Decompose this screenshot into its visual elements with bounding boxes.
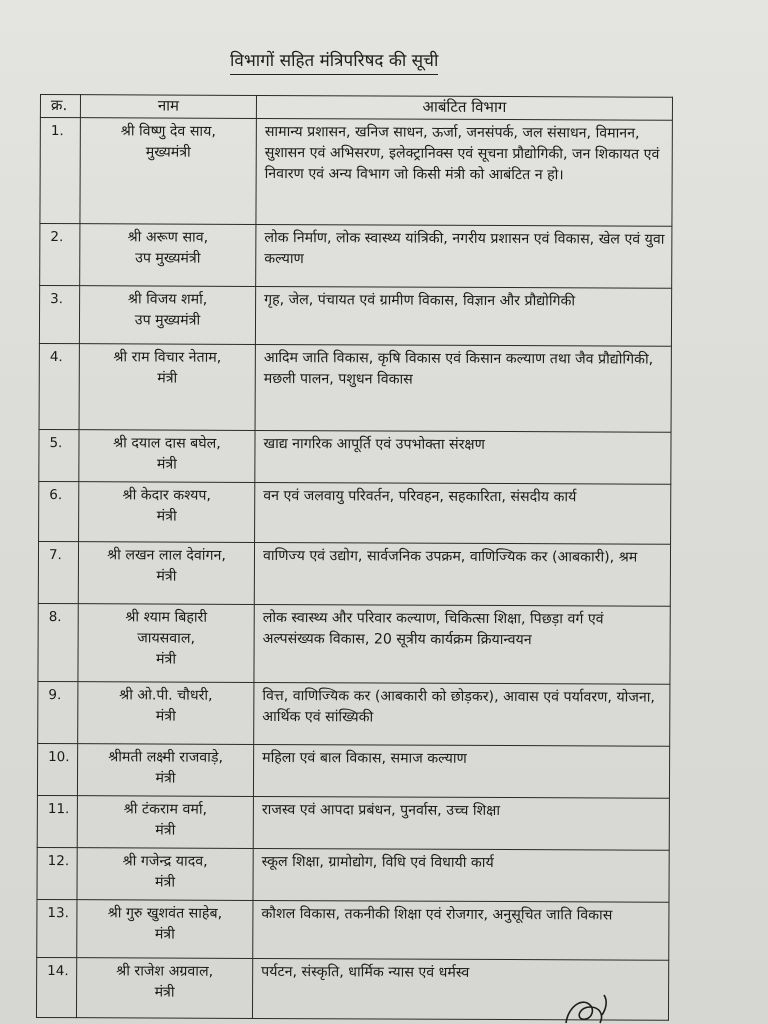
- allotted-departments: वित्त, वाणिज्यिक कर (आबकारी को छोड़कर), आवास एवं पर्यावरण, योजना, आर्थिक एवं सांख्यिकी: [254, 682, 670, 746]
- allotted-departments: आदिम जाति विकास, कृषि विकास एवं किसान कल्याण तथा जैव प्रौद्योगिकी, मछली पालन, पशुधन विकास: [255, 344, 671, 432]
- row-serial-number: 13.: [37, 899, 77, 957]
- minister-name: श्री टंकराम वर्मा, मंत्री: [77, 796, 253, 849]
- row-serial-number: 6.: [39, 481, 79, 541]
- row-serial-number: 8.: [38, 603, 78, 681]
- header-name: नाम: [80, 95, 256, 119]
- page-title: विभागों सहित मंत्रिपरिषद की सूची: [230, 48, 438, 75]
- table-row: [38, 603, 670, 684]
- allotted-departments: राजस्व एवं आपदा प्रबंधन, पुनर्वास, उच्च शिक्षा: [253, 796, 669, 850]
- table-row: [39, 343, 671, 432]
- row-serial-number: 10.: [37, 743, 77, 795]
- minister-name: श्री विजय शर्मा, उप मुख्यमंत्री: [79, 286, 255, 345]
- table-row: [37, 847, 669, 902]
- table-row: [39, 429, 671, 484]
- allotted-departments: स्कूल शिक्षा, ग्रामोद्योग, विधि एवं विधायी कार्य: [253, 848, 669, 902]
- minister-name: श्री राम विचार नेताम, मंत्री: [79, 344, 255, 431]
- allotted-departments: खाद्य नागरिक आपूर्ति एवं उपभोक्ता संरक्षण: [255, 430, 671, 484]
- ministers-table-wrapper: [36, 94, 672, 1021]
- minister-name: श्री केदार कश्यप, मंत्री: [79, 482, 255, 543]
- minister-name: श्री गुरु खुशवंत साहेब, मंत्री: [77, 900, 253, 959]
- allotted-departments: गृह, जेल, पंचायत एवं ग्रामीण विकास, विज्ञान और प्रौद्योगिकी: [255, 286, 671, 346]
- table-row: [38, 541, 670, 606]
- table-row: [39, 481, 671, 544]
- allotted-departments: कौशल विकास, तकनीकी शिक्षा एवं रोजगार, अनुसूचित जाति विकास: [253, 900, 669, 960]
- allotted-departments: लोक निर्माण, लोक स्वास्थ्य यांत्रिकी, नगरीय प्रशासन एवं विकास, खेल एवं युवा कल्याण: [256, 224, 672, 288]
- row-serial-number: 11.: [37, 795, 77, 847]
- allotted-departments: वन एवं जलवायु परिवर्तन, परिवहन, सहकारिता, संसदीय कार्य: [255, 482, 671, 544]
- minister-name: श्री लखन लाल देवांगन, मंत्री: [78, 542, 254, 605]
- row-serial-number: 9.: [38, 681, 78, 743]
- header-serial: क्र.: [40, 95, 80, 118]
- table-row: [39, 286, 671, 347]
- allotted-departments: पर्यटन, संस्कृति, धार्मिक न्यास एवं धर्मस्व: [252, 958, 668, 1020]
- row-serial-number: 3.: [39, 286, 79, 344]
- header-departments: आबंटित विभाग: [256, 95, 672, 120]
- minister-name: श्री दयाल दास बघेल, मंत्री: [79, 430, 255, 483]
- table-body: [36, 118, 672, 1021]
- row-serial-number: 5.: [39, 429, 79, 481]
- row-serial-number: 12.: [37, 847, 77, 899]
- minister-name: श्री अरूण साव, उप मुख्यमंत्री: [80, 224, 256, 287]
- row-serial-number: 1.: [40, 118, 80, 224]
- minister-name: श्री राजेश अग्रवाल, मंत्री: [76, 958, 252, 1019]
- table-row: [40, 224, 672, 289]
- ministers-table: [36, 94, 673, 1021]
- minister-name: श्री विष्णु देव साय, मुख्यमंत्री: [80, 118, 256, 225]
- allotted-departments: महिला एवं बाल विकास, समाज कल्याण: [253, 744, 669, 798]
- table-row: [37, 795, 669, 850]
- minister-name: श्री श्याम बिहारी जायसवाल, मंत्री: [78, 604, 254, 683]
- allotted-departments: वाणिज्य एवं उद्योग, सार्वजनिक उपक्रम, वाणिज्यिक कर (आबकारी), श्रम: [254, 542, 670, 606]
- allotted-departments: सामान्य प्रशासन, खनिज साधन, ऊर्जा, जनसंपर्क, जल संसाधन, विमानन, सुशासन एवं अभिसरण, इलेक्ट्रानिक्स एवं सूचना प्रौद्योगिकी, जन शिकायत एवं निवारण एवं अन्य विभाग जो किसी मंत्री को आबंटित न हो।: [256, 118, 672, 226]
- allotted-departments: लोक स्वास्थ्य और परिवार कल्याण, चिकित्सा शिक्षा, पिछड़ा वर्ग एवं अल्पसंख्यक विकास, 20 सूत्रीय कार्यक्रम क्रियान्वयन: [254, 604, 670, 684]
- row-serial-number: 7.: [38, 541, 78, 603]
- table-row: [37, 899, 669, 960]
- table-row: [40, 118, 672, 227]
- table-header-row: [40, 95, 672, 121]
- minister-name: श्री गजेन्द्र यादव, मंत्री: [77, 848, 253, 901]
- table-row: [37, 743, 669, 798]
- table-row: [38, 681, 670, 746]
- minister-name: श्री ओ.पी. चौधरी, मंत्री: [78, 682, 254, 745]
- row-serial-number: 2.: [40, 224, 80, 286]
- row-serial-number: 4.: [39, 343, 79, 429]
- minister-name: श्रीमती लक्ष्मी राजवाड़े, मंत्री: [77, 744, 253, 797]
- row-serial-number: 14.: [36, 957, 76, 1017]
- signature-mark-icon: [560, 985, 620, 1024]
